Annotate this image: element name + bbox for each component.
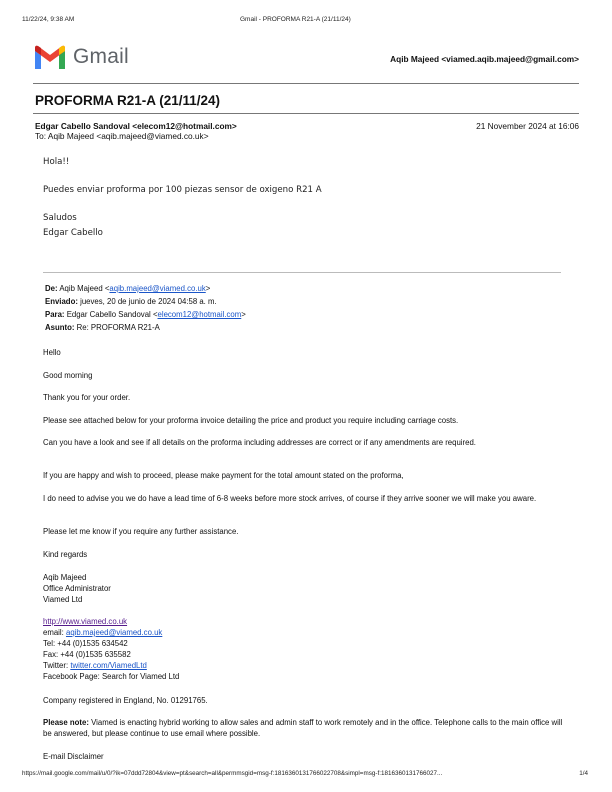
quoted-to-email-link[interactable]: elecom12@hotmail.com (157, 310, 242, 319)
body-line: Puedes enviar proforma por 100 piezas sensor de oxigeno R21 A (43, 185, 322, 195)
signature-tel: Tel: +44 (0)1535 634542 (43, 639, 128, 648)
quoted-paragraph: Please let me know if you require any further assistance. (43, 527, 239, 536)
email-date: 21 November 2024 at 16:06 (476, 121, 579, 131)
email-to: To: Aqib Majeed <aqib.majeed@viamed.co.uk> (35, 131, 209, 141)
signature-email: email: aqib.majeed@viamed.co.uk (43, 628, 163, 637)
quoted-paragraph: Hello (43, 348, 61, 357)
quoted-paragraph: Good morning (43, 371, 93, 380)
quote-divider (43, 272, 561, 273)
quoted-paragraph: Thank you for your order. (43, 393, 131, 402)
account-label: Aqib Majeed <viamed.aqib.majeed@gmail.com> (390, 54, 579, 64)
signature-company: Viamed Ltd (43, 595, 83, 604)
quoted-subject: Asunto: Re: PROFORMA R21-A (45, 323, 160, 332)
disclaimer-heading: E-mail Disclaimer (43, 752, 104, 761)
quoted-paragraph: I do need to advise you we do have a lead time of 6-8 weeks before more stock arrives, of course if they arrive sooner we will make you aware. (43, 494, 537, 503)
gmail-wordmark: Gmail (73, 45, 129, 68)
email-from: Edgar Cabello Sandoval <elecom12@hotmail.com> (35, 121, 237, 131)
quoted-paragraph: Please see attached below for your proforma invoice detailing the price and product you require including carriage costs. (43, 416, 459, 425)
signature-fax: Fax: +44 (0)1535 635582 (43, 650, 131, 659)
signature-email-link[interactable]: aqib.majeed@viamed.co.uk (65, 628, 163, 637)
body-line: Edgar Cabello (43, 228, 103, 238)
quoted-paragraph: Can you have a look and see if all details on the proforma including addresses are correct or if any amendments are required. (43, 438, 476, 447)
header-divider (33, 83, 579, 84)
print-url: https://mail.google.com/mail/u/0/?ik=07ddd72804&view=pt&search=all&permmsgid=msg-f:1816360131766022708&simpl=msg-f:1816360131766027... (22, 770, 443, 777)
body-line: Hola!! (43, 157, 70, 167)
body-line: Saludos (43, 213, 77, 223)
quoted-from: De: Aqib Majeed <aqib.majeed@viamed.co.uk> (45, 284, 211, 293)
signature-twitter: Twitter: twitter.com/ViamedLtd (43, 661, 147, 670)
quoted-sent: Enviado: jueves, 20 de junio de 2024 04:58 a. m. (45, 297, 217, 306)
signature-role: Office Administrator (43, 584, 111, 593)
signature-twitter-link[interactable]: twitter.com/ViamedLtd (70, 661, 147, 670)
signature-website-link[interactable]: http://www.viamed.co.uk (43, 617, 128, 626)
quoted-to: Para: Edgar Cabello Sandoval <elecom12@hotmail.com> (45, 310, 246, 319)
print-title: Gmail - PROFORMA R21-A (21/11/24) (240, 16, 351, 23)
signature-name: Aqib Majeed (43, 573, 87, 582)
quoted-from-email-link[interactable]: aqib.majeed@viamed.co.uk (109, 284, 206, 293)
print-datetime: 11/22/24, 9:38 AM (22, 16, 75, 23)
gmail-logo-icon (33, 45, 67, 70)
quoted-paragraph: If you are happy and wish to proceed, please make payment for the total amount stated on the proforma, (43, 471, 404, 480)
note: Please note: Viamed is enacting hybrid working to allow sales and admin staff to work remotely and in the office. Telephone calls to the main office will be answered, but please continue to use email where possible. (43, 718, 563, 738)
company-registration: Company registered in England, No. 01291765. (43, 696, 208, 705)
email-subject: PROFORMA R21-A (21/11/24) (35, 93, 221, 108)
signature-facebook: Facebook Page: Search for Viamed Ltd (43, 672, 180, 681)
quoted-paragraph: Kind regards (43, 550, 88, 559)
subject-divider (33, 113, 579, 114)
print-page-number: 1/4 (579, 770, 588, 777)
